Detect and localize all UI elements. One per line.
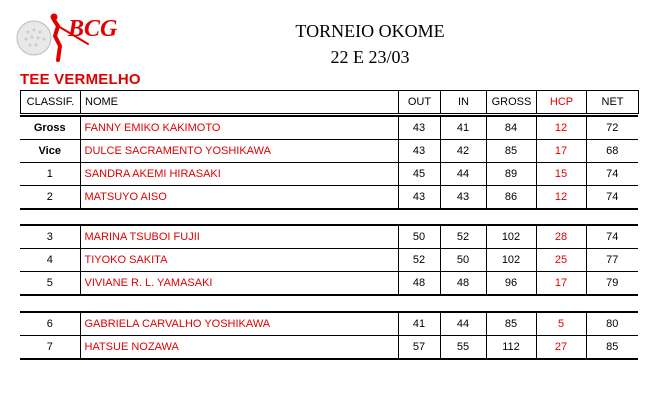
cell-net: 80 [586, 312, 638, 336]
cell-name: FANNY EMIKO KAKIMOTO [80, 116, 398, 140]
results-group-2 [20, 224, 638, 296]
table-row [20, 116, 638, 140]
column-header-hcp: HCP [537, 91, 587, 114]
cell-out: 52 [398, 249, 440, 272]
cell-out: 43 [398, 116, 440, 140]
cell-classif: 4 [20, 249, 80, 272]
cell-name: VIVIANE R. L. YAMASAKI [80, 272, 398, 296]
column-header-classif: CLASSIF. [21, 91, 81, 114]
cell-in: 42 [440, 140, 486, 163]
cell-gross: 85 [486, 140, 536, 163]
column-header-out: OUT [399, 91, 441, 114]
cell-hcp: 27 [536, 336, 586, 360]
cell-gross: 102 [486, 225, 536, 249]
table-row [20, 336, 638, 360]
cell-hcp: 25 [536, 249, 586, 272]
cell-net: 74 [586, 163, 638, 186]
table-row [20, 249, 638, 272]
column-header-net: NET [587, 91, 639, 114]
cell-in: 41 [440, 116, 486, 140]
cell-classif: 6 [20, 312, 80, 336]
cell-gross: 112 [486, 336, 536, 360]
cell-in: 55 [440, 336, 486, 360]
cell-in: 52 [440, 225, 486, 249]
cell-classif: 5 [20, 272, 80, 296]
column-header-in: IN [441, 91, 487, 114]
cell-gross: 96 [486, 272, 536, 296]
cell-name: GABRIELA CARVALHO YOSHIKAWA [80, 312, 398, 336]
column-header-gross: GROSS [487, 91, 537, 114]
cell-hcp: 5 [536, 312, 586, 336]
page-title: TORNEIO OKOME [295, 21, 445, 41]
cell-classif: Vice [20, 140, 80, 163]
results-group-1 [20, 115, 638, 210]
cell-out: 43 [398, 186, 440, 210]
cell-classif: 7 [20, 336, 80, 360]
cell-gross: 102 [486, 249, 536, 272]
cell-in: 50 [440, 249, 486, 272]
cell-out: 48 [398, 272, 440, 296]
cell-out: 45 [398, 163, 440, 186]
section-title: TEE VERMELHO [20, 71, 141, 88]
cell-hcp: 12 [536, 116, 586, 140]
club-logo [8, 8, 118, 70]
cell-gross: 86 [486, 186, 536, 210]
table-row [20, 186, 638, 210]
column-header-row [20, 90, 639, 114]
cell-classif: 1 [20, 163, 80, 186]
cell-in: 44 [440, 163, 486, 186]
table-row [20, 140, 638, 163]
cell-gross: 84 [486, 116, 536, 140]
cell-hcp: 12 [536, 186, 586, 210]
cell-out: 50 [398, 225, 440, 249]
cell-name: MARINA TSUBOI FUJII [80, 225, 398, 249]
cell-name: TIYOKO SAKITA [80, 249, 398, 272]
cell-name: DULCE SACRAMENTO YOSHIKAWA [80, 140, 398, 163]
table-row [20, 225, 638, 249]
cell-classif: 3 [20, 225, 80, 249]
cell-hcp: 15 [536, 163, 586, 186]
cell-in: 44 [440, 312, 486, 336]
table-row [20, 272, 638, 296]
cell-net: 74 [586, 225, 638, 249]
table-row [20, 163, 638, 186]
cell-net: 77 [586, 249, 638, 272]
cell-name: MATSUYO AISO [80, 186, 398, 210]
cell-classif: Gross [20, 116, 80, 140]
cell-net: 74 [586, 186, 638, 210]
cell-out: 57 [398, 336, 440, 360]
cell-out: 43 [398, 140, 440, 163]
cell-hcp: 28 [536, 225, 586, 249]
cell-hcp: 17 [536, 272, 586, 296]
cell-net: 79 [586, 272, 638, 296]
cell-hcp: 17 [536, 140, 586, 163]
cell-in: 48 [440, 272, 486, 296]
cell-gross: 85 [486, 312, 536, 336]
golf-ball-icon [17, 21, 51, 55]
cell-net: 72 [586, 116, 638, 140]
cell-net: 68 [586, 140, 638, 163]
cell-in: 43 [440, 186, 486, 210]
cell-name: SANDRA AKEMI HIRASAKI [80, 163, 398, 186]
column-header-name: NOME [81, 91, 399, 114]
cell-name: HATSUE NOZAWA [80, 336, 398, 360]
results-group-3 [20, 311, 638, 360]
cell-classif: 2 [20, 186, 80, 210]
cell-out: 41 [398, 312, 440, 336]
cell-net: 85 [586, 336, 638, 360]
table-row [20, 312, 638, 336]
page-subtitle: 22 E 23/03 [330, 47, 410, 67]
logo-text: BCG [68, 16, 118, 42]
cell-gross: 89 [486, 163, 536, 186]
